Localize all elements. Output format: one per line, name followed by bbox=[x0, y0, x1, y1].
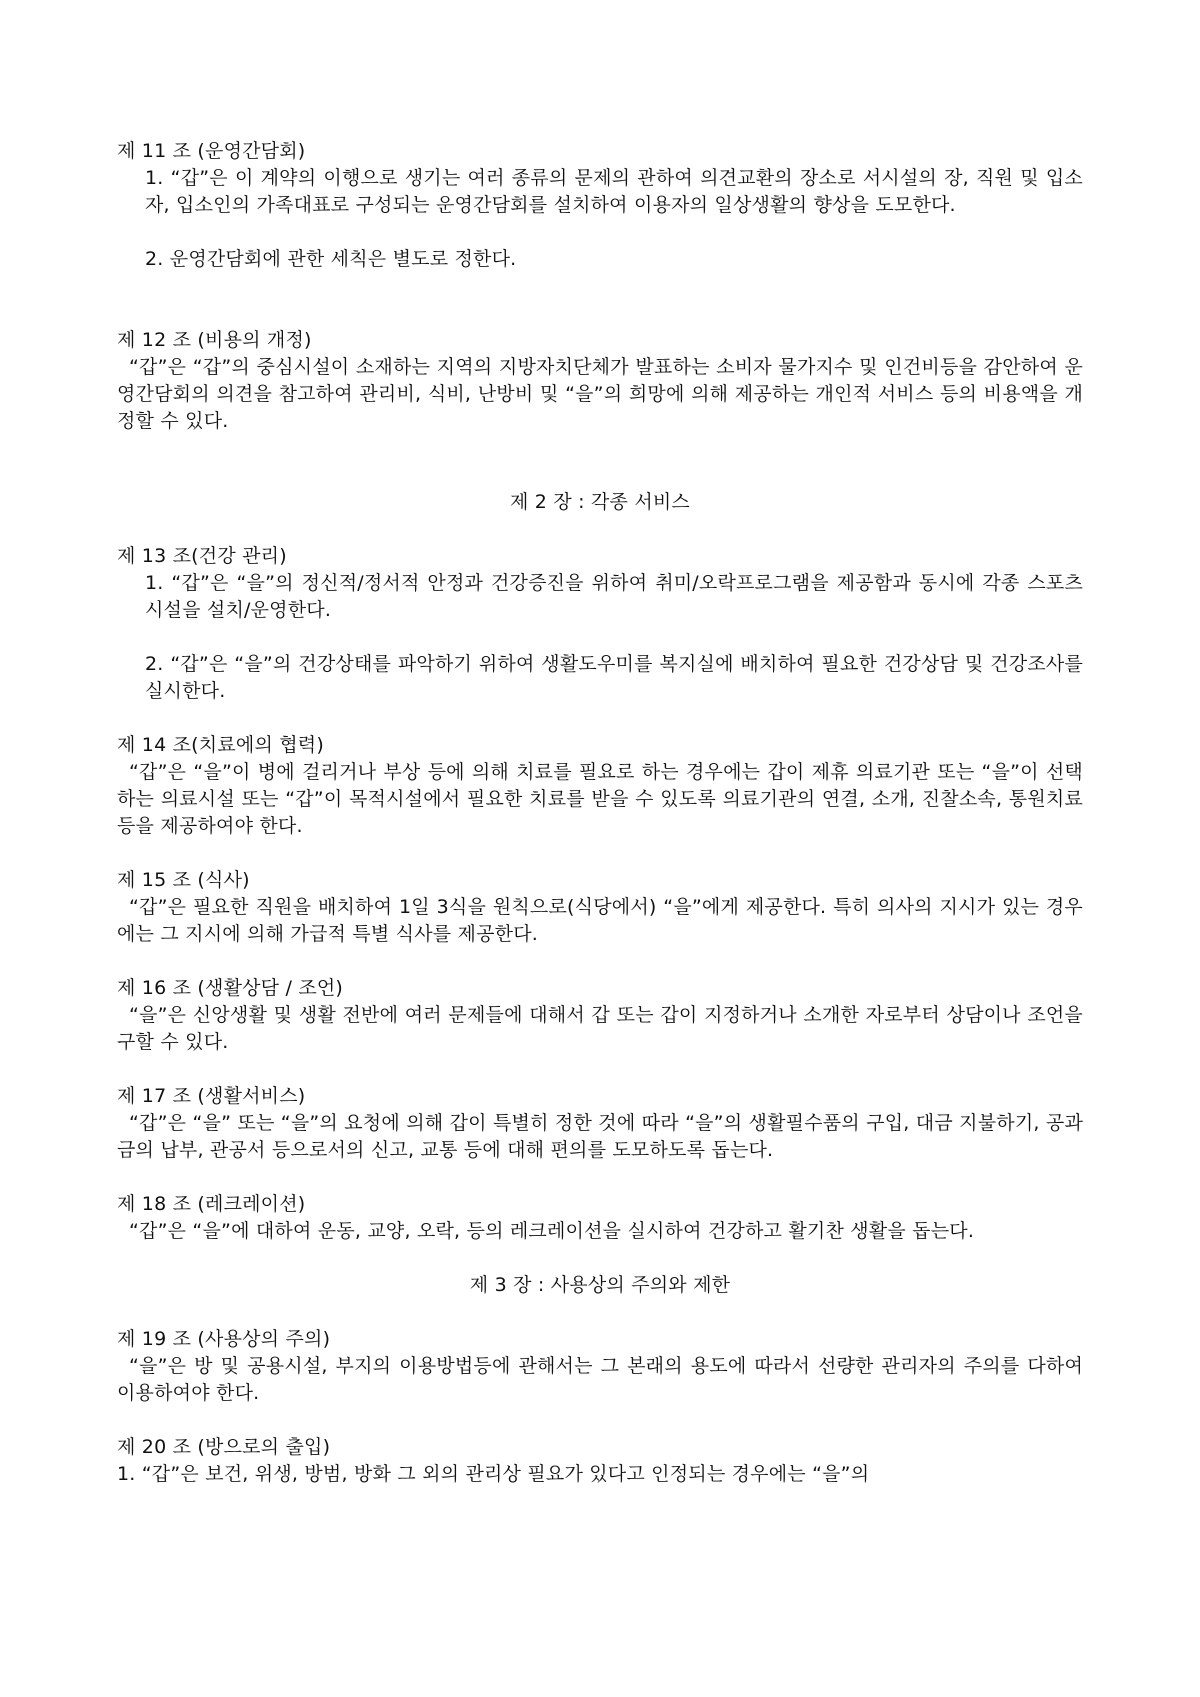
article-17-title: 제 17 조 (생활서비스) bbox=[117, 1085, 306, 1107]
article-19-title: 제 19 조 (사용상의 주의) bbox=[117, 1328, 331, 1350]
chapter-3-heading: 제 3 장 : 사용상의 주의와 제한 bbox=[469, 1274, 731, 1296]
article-18-title: 제 18 조 (레크레이션) bbox=[117, 1193, 306, 1215]
article-11-item-2: 2. 운영간담회에 관한 세칙은 별도로 정한다. bbox=[145, 248, 517, 270]
article-12-title: 제 12 조 (비용의 개정) bbox=[117, 329, 312, 351]
article-14 bbox=[117, 732, 1083, 840]
article-16 bbox=[117, 975, 1083, 1056]
article-17 bbox=[117, 1083, 1083, 1164]
article-11-title: 제 11 조 (운영간담회) bbox=[117, 140, 306, 162]
article-12-body: “갑”은 “갑”의 중심시설이 소재하는 지역의 지방자치단체가 발표하는 소비자 물가지수 및 인건비등을 감안하여 운영간담회의 의견을 참고하여 관리비, 식비, 난방비 및 “을”의 희망에 의해 제공하는 개인적 서비스 등의 비용액을 개정할 수 있다. bbox=[117, 356, 1083, 432]
article-16-title: 제 16 조 (생활상담 / 조언) bbox=[117, 977, 344, 999]
article-16-body: “을”은 신앙생활 및 생활 전반에 여러 문제들에 대해서 갑 또는 갑이 지정하거나 소개한 자로부터 상담이나 조언을 구할 수 있다. bbox=[117, 1004, 1083, 1053]
article-15 bbox=[117, 867, 1083, 948]
article-20-title: 제 20 조 (방으로의 출입) bbox=[117, 1436, 331, 1458]
article-15-title: 제 15 조 (식사) bbox=[117, 869, 250, 891]
article-13 bbox=[117, 543, 1083, 705]
article-13-item-2: 2. “갑”은 “을”의 건강상태를 파악하기 위하여 생활도우미를 복지실에 배치하여 필요한 건강상담 및 건강조사를 실시한다. bbox=[145, 653, 1083, 702]
chapter-2-heading: 제 2 장 : 각종 서비스 bbox=[510, 491, 690, 513]
article-15-body: “갑”은 필요한 직원을 배치하여 1일 3식을 원칙으로(식당에서) “을”에게 제공한다. 특히 의사의 지시가 있는 경우에는 그 지시에 의해 가급적 특별 식사를 제공한다. bbox=[117, 896, 1083, 945]
document-page bbox=[117, 138, 1083, 1488]
article-14-title: 제 14 조(치료에의 협력) bbox=[117, 734, 324, 756]
article-12 bbox=[117, 327, 1083, 435]
article-17-body: “갑”은 “을” 또는 “을”의 요청에 의해 갑이 특별히 정한 것에 따라 “을”의 생활필수품의 구입, 대금 지불하기, 공과금의 납부, 관공서 등으로서의 신고, 교통 등에 대해 편의를 도모하도록 돕는다. bbox=[117, 1112, 1083, 1161]
article-20 bbox=[117, 1434, 1083, 1488]
article-19 bbox=[117, 1326, 1083, 1407]
article-18-body: “갑”은 “을”에 대하여 운동, 교양, 오락, 등의 레크레이션을 실시하여 건강하고 활기찬 생활을 돕는다. bbox=[129, 1220, 975, 1242]
article-11-item-1: 1. “갑”은 이 계약의 이행으로 생기는 여러 종류의 문제의 관하여 의견교환의 장소로 서시설의 장, 직원 및 입소자, 입소인의 가족대표로 구성되는 운영간담회를 설치하여 이용자의 일상생활의 향상을 도모한다. bbox=[145, 167, 1083, 216]
article-20-item-1: 1. “갑”은 보건, 위생, 방범, 방화 그 외의 관리상 필요가 있다고 인정되는 경우에는 “을”의 bbox=[117, 1463, 870, 1485]
article-14-body: “갑”은 “을”이 병에 걸리거나 부상 등에 의해 치료를 필요로 하는 경우에는 갑이 제휴 의료기관 또는 “을”이 선택하는 의료시설 또는 “갑”이 목적시설에서 필요한 치료를 받을 수 있도록 의료기관의 연결, 소개, 진찰소속, 통원치료 등을 제공하여야 한다. bbox=[117, 761, 1083, 837]
article-13-title: 제 13 조(건강 관리) bbox=[117, 545, 287, 567]
article-19-body: “을”은 방 및 공용시설, 부지의 이용방법등에 관해서는 그 본래의 용도에 따라서 선량한 관리자의 주의를 다하여 이용하여야 한다. bbox=[117, 1355, 1083, 1404]
article-18 bbox=[117, 1191, 1083, 1245]
article-11 bbox=[117, 138, 1083, 273]
article-13-item-1: 1. “갑”은 “을”의 정신적/정서적 안정과 건강증진을 위하여 취미/오락프로그램을 제공함과 동시에 각종 스포츠 시설을 설치/운영한다. bbox=[145, 572, 1083, 621]
